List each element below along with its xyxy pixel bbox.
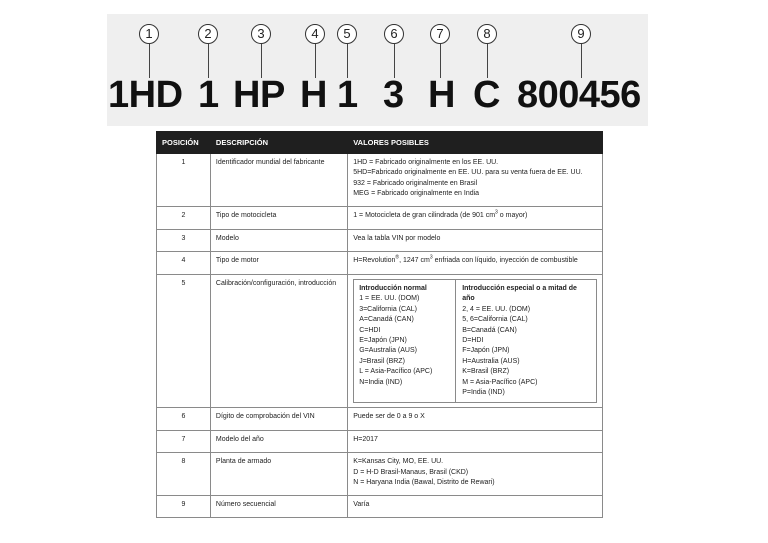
vin-segment-3: HP	[233, 74, 285, 116]
vin-segment-1: 1HD	[108, 74, 183, 116]
vin-segment-2: 1	[198, 74, 219, 116]
value-line: 1HD = Fabricado originalmente en los EE. UU.	[353, 159, 499, 166]
row-values: Vea la tabla VIN por modelo	[348, 230, 603, 252]
row-position: 5	[157, 275, 211, 408]
value-line: 932 = Fabricado originalmente en Brasil	[353, 179, 478, 187]
row-description: Calibración/configuración, introducción	[210, 275, 347, 408]
position-marker-4: 4	[305, 24, 325, 44]
row-values	[348, 275, 603, 408]
row-description: Modelo del año	[210, 431, 347, 453]
row-description: Planta de armado	[210, 453, 347, 496]
header-values: VALORES POSIBLES	[348, 132, 603, 154]
vin-segment-5: 1	[337, 74, 358, 116]
position-marker-6: 6	[384, 24, 404, 44]
normal-introduction-heading: Introducción normal	[359, 285, 427, 292]
table-row	[157, 230, 603, 252]
table-row	[157, 431, 603, 453]
row-position: 6	[157, 408, 211, 431]
calibration-subtable	[353, 279, 597, 403]
position-marker-3: 3	[251, 24, 271, 44]
row-position: 3	[157, 230, 211, 252]
table-row	[157, 453, 603, 496]
special-introduction-column: Introducción especial o a mitad de año 2, 4 = EE. UU. (DOM) 5, 6=California (CAL) B=Canadá (CAN) D=HDI F=Japón (JPN) H=Australia (AUS) K=Brasil (BRZ) M = Asia-Pacífico (APC) P=India (IND)	[456, 280, 597, 403]
normal-introduction-column: Introducción normal 1 = EE. UU. (DOM) 3=California (CAL) A=Canadá (CAN) C=HDI E=Japón (JPN) G=Australia (AUS) J=Brasil (BRZ) L = Asia-Pacífico (APC) N=India (IND)	[354, 280, 456, 403]
header-description: DESCRIPCIÓN	[210, 132, 347, 154]
row-position: 4	[157, 252, 211, 275]
position-marker-7: 7	[430, 24, 450, 44]
row-description: Dígito de comprobación del VIN	[210, 408, 347, 431]
row-position: 2	[157, 207, 211, 230]
row-values: H=Revolution®, 1247 $cm^3$ enfriada con líquido, inyección de combustible	[348, 252, 603, 275]
row-values: K=Kansas City, MO, EE. UU. D = H-D Brasil-Manaus, Brasil (CKD) N = Haryana India (Bawal, Distrito de Rewari)	[348, 453, 603, 496]
row-values	[348, 154, 603, 207]
row-values: H=2017	[348, 431, 603, 453]
position-marker-5: 5	[337, 24, 357, 44]
row-description: Tipo de motor	[210, 252, 347, 275]
row-description: Identificador mundial del fabricante	[210, 154, 347, 207]
vin-table	[156, 131, 603, 518]
vin-segment-8: C	[473, 74, 500, 116]
special-introduction-heading: Introducción especial o a mitad de año	[462, 285, 577, 303]
row-position: 9	[157, 496, 211, 518]
row-values: Varía	[348, 496, 603, 518]
table-row	[157, 252, 603, 275]
row-description: Modelo	[210, 230, 347, 252]
row-description: Tipo de motocicleta	[210, 207, 347, 230]
row-description: Número secuencial	[210, 496, 347, 518]
table-header-row	[157, 132, 603, 154]
vin-segment-4: H	[300, 74, 327, 116]
table-row	[157, 496, 603, 518]
value-line: MEG = Fabricado originalmente en India	[353, 190, 480, 198]
vin-segment-7: H	[428, 74, 455, 116]
value-line: 5HD=Fabricado originalmente en EE. UU. para su venta fuera de EE. UU.	[353, 169, 583, 177]
position-marker-8: 8	[477, 24, 497, 44]
header-position: POSICIÓN	[157, 132, 211, 154]
table-row	[157, 154, 603, 207]
position-marker-1: 1	[139, 24, 159, 44]
row-values: 1 = Motocicleta de gran cilindrada (de 901 $cm^3$ o mayor)	[348, 207, 603, 230]
row-position: 7	[157, 431, 211, 453]
row-position: 8	[157, 453, 211, 496]
table-row	[157, 207, 603, 230]
position-marker-9: 9	[571, 24, 591, 44]
row-position: 1	[157, 154, 211, 207]
table-row	[157, 408, 603, 431]
vin-segment-6: 3	[383, 74, 404, 116]
position-marker-2: 2	[198, 24, 218, 44]
row-values: Puede ser de 0 a 9 o X	[348, 408, 603, 431]
vin-segment-9: 800456	[517, 74, 641, 116]
table-row	[157, 275, 603, 408]
